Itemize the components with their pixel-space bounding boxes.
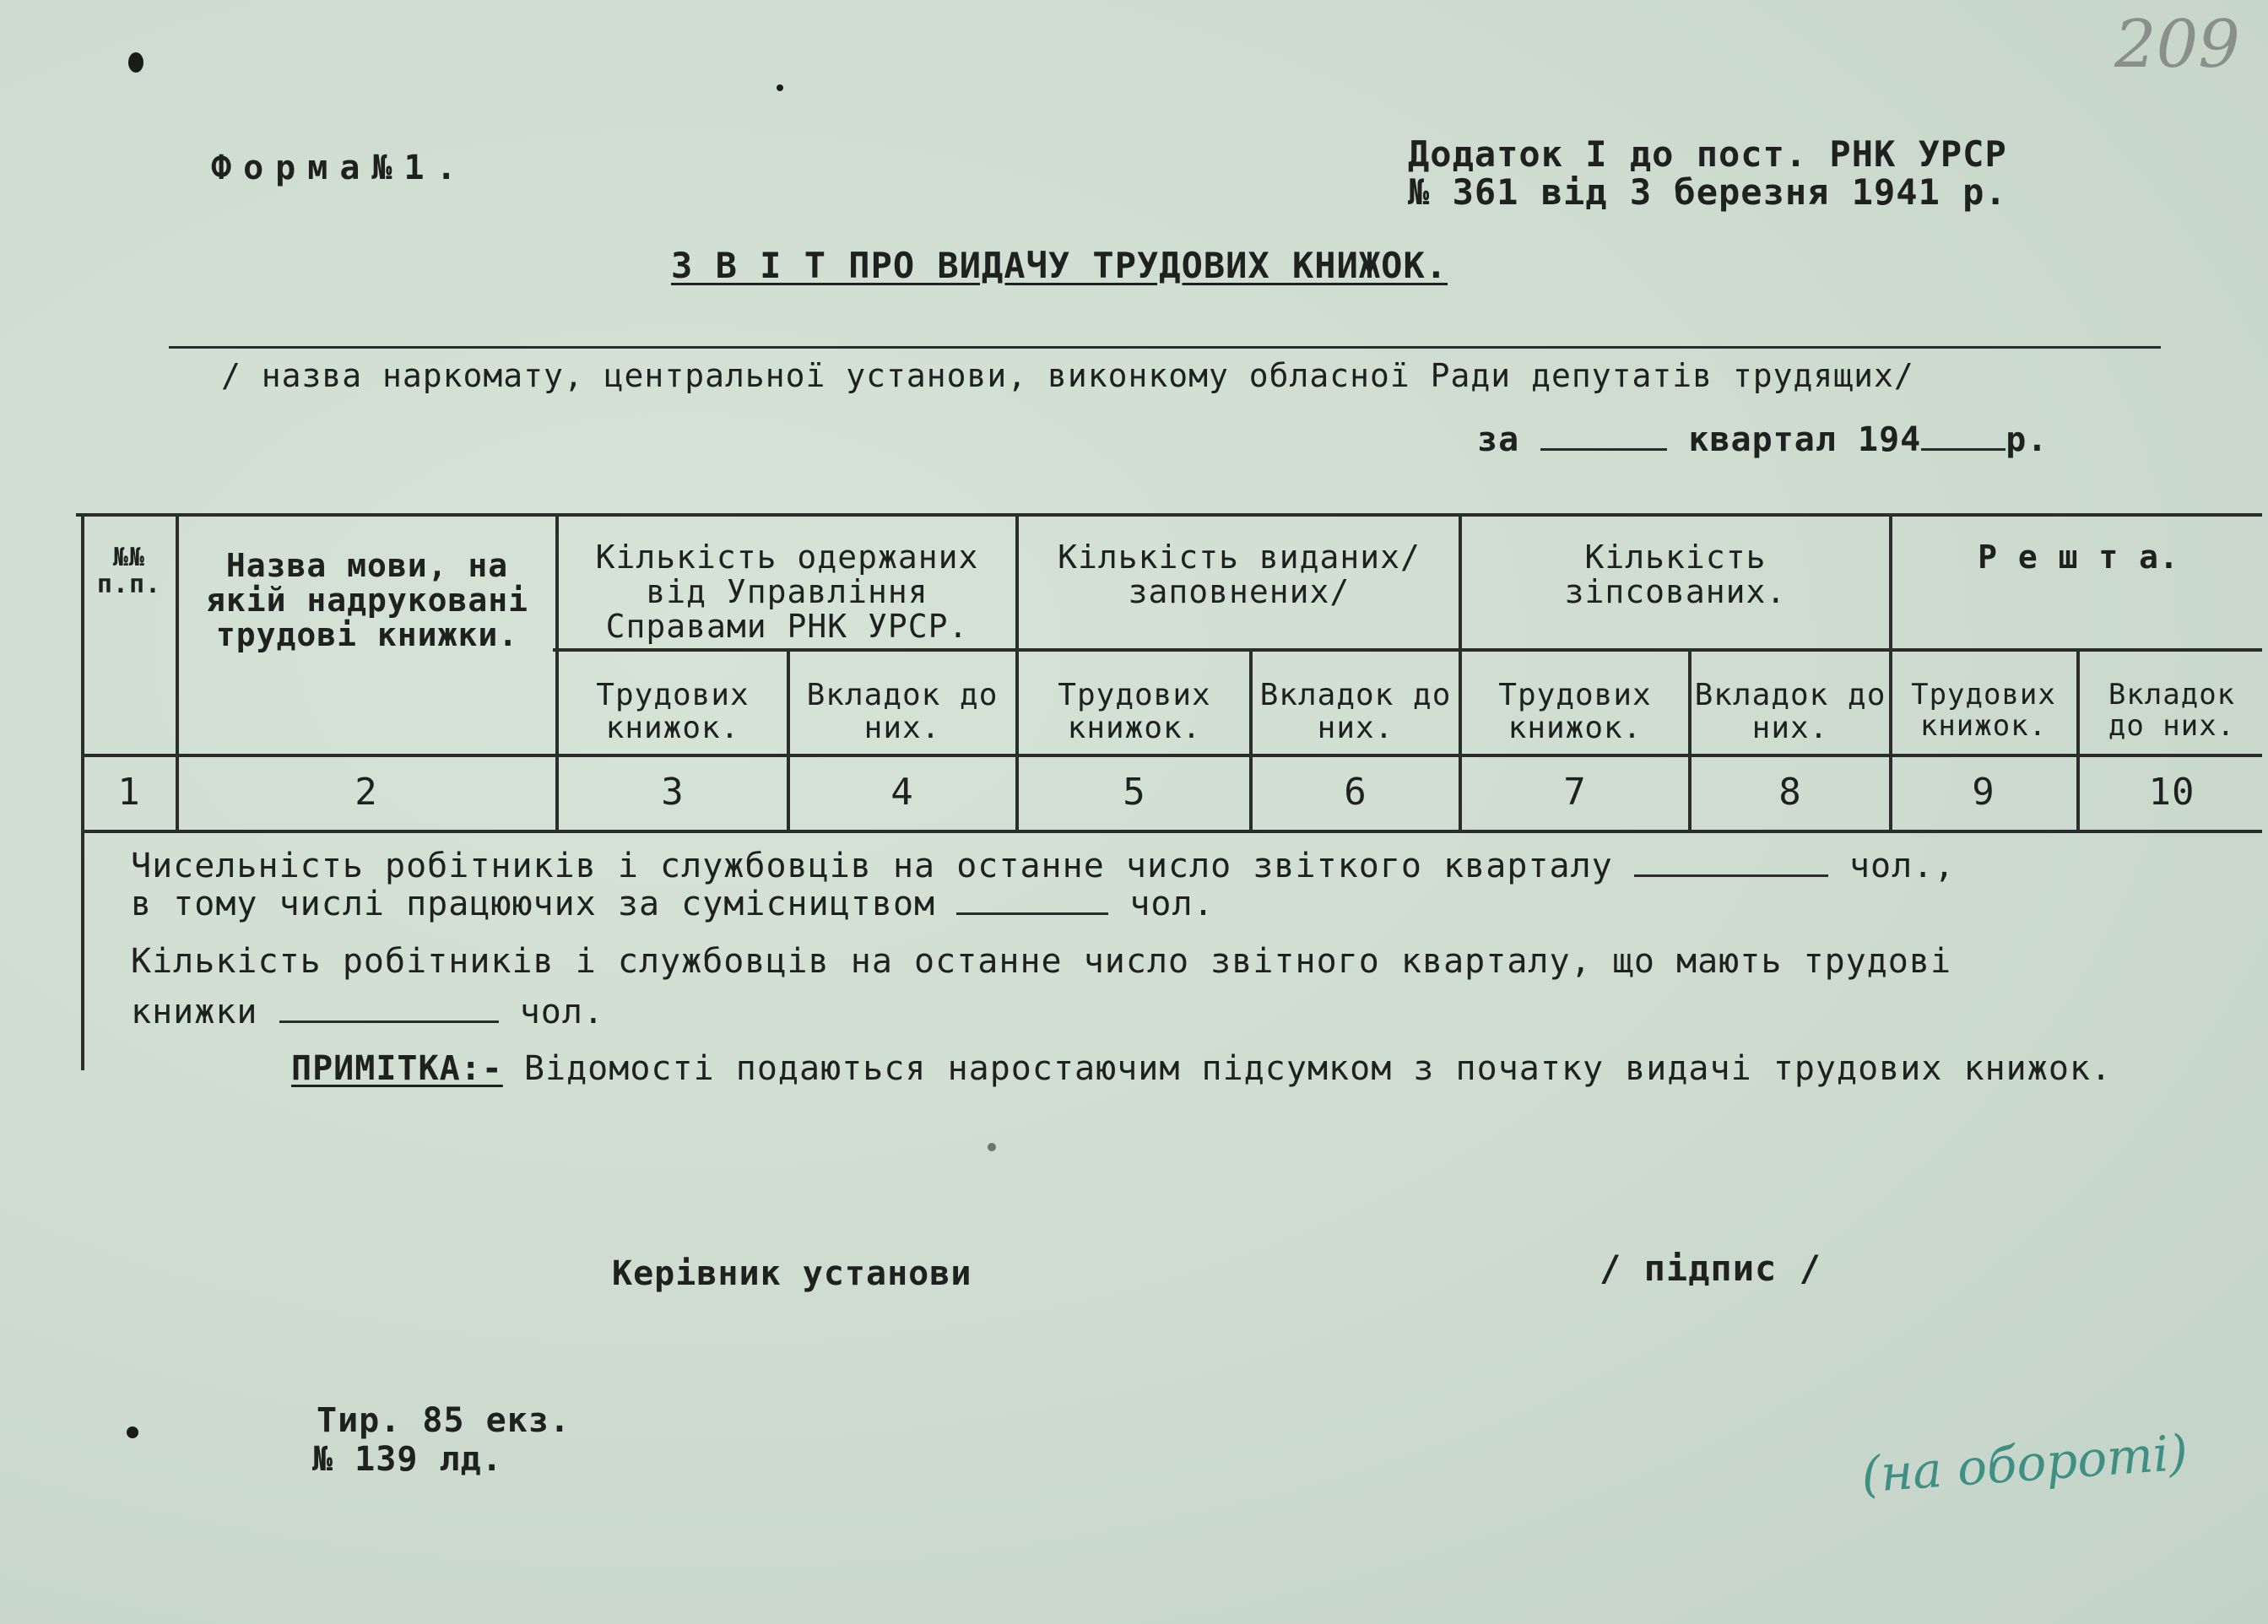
subheader-inserts: Вкладок до них. <box>2108 678 2236 743</box>
subheader-inserts: Вкладок до них. <box>1259 678 1452 745</box>
ink-mark <box>128 52 143 73</box>
col-divider <box>2076 648 2080 830</box>
books-line <box>131 994 604 1031</box>
table-group-divider <box>553 648 2262 652</box>
signature-caption: / підпис / <box>1600 1248 1821 1289</box>
note-label: ПРИМІТКА:- <box>291 1049 503 1088</box>
print-run-line-1: Тир. 85 екз. <box>317 1401 571 1440</box>
workforce-blank <box>1634 874 1828 877</box>
header-group-issued: Кількість виданих/заповнених/ <box>1058 539 1421 611</box>
part-time-line <box>131 886 1215 923</box>
head-of-institution: Керівник установи <box>612 1254 972 1293</box>
books-unit: чол. <box>519 993 605 1031</box>
ink-mark <box>988 1143 996 1151</box>
with-books-label: Кількість робітників і службовців на останне число звітного кварталу, що мають трудові <box>131 942 1952 981</box>
column-number: 6 <box>1344 771 1367 814</box>
header-group-received: Кількість одержаних від Управління Справами РНК УРСР. <box>595 539 979 646</box>
part-time-unit: чол. <box>1129 885 1215 923</box>
col-divider <box>1688 648 1692 830</box>
subheader-books: Трудових книжок. <box>596 678 750 745</box>
period-suffix: р. <box>2005 420 2049 459</box>
form-label: Форма№1. <box>211 149 468 187</box>
column-number: 3 <box>661 771 685 814</box>
column-number: 10 <box>2148 771 2195 814</box>
appendix-line-2: № 361 від 3 березня 1941 р. <box>1408 171 2007 213</box>
subheader-books: Трудових книжок. <box>1498 678 1652 745</box>
col-divider <box>1459 513 1462 830</box>
column-number: 5 <box>1123 771 1146 814</box>
period-prefix: за <box>1477 420 1520 459</box>
col-divider <box>555 513 559 830</box>
ink-mark <box>777 84 783 91</box>
note-text: Відомості подаються наростаючим підсумком з початку видачі трудових книжок. <box>523 1049 2113 1088</box>
period-line <box>1477 422 2048 458</box>
org-caption: / назва наркомату, центральної установи, виконкому обласної Ради депутатів трудящих/ <box>221 357 1914 394</box>
subheader-inserts: Вкладок до них. <box>806 678 999 745</box>
table-header-bottom <box>84 754 2262 757</box>
header-group-remainder: Р е ш т а. <box>1978 539 2179 576</box>
column-number: 9 <box>1972 771 1995 814</box>
column-number: 2 <box>355 771 378 814</box>
books-label: книжки <box>131 993 258 1031</box>
workforce-unit: чол., <box>1849 847 1956 885</box>
handwritten-note: (на обороті) <box>1859 1423 2190 1504</box>
print-run-line-2: № 139 лд. <box>312 1440 503 1479</box>
page-number: 209 <box>2114 7 2240 83</box>
part-time-label: в тому числі працюючих за сумісництвом <box>131 885 936 923</box>
quarter-blank <box>1540 448 1667 451</box>
appendix-line-1: Додаток I до пост. РНК УРСР <box>1408 133 2007 175</box>
column-number: 8 <box>1778 771 1802 814</box>
workforce-line <box>131 848 1955 885</box>
org-name-rule <box>169 346 2161 349</box>
table-bottom-border <box>84 830 2262 833</box>
header-col-language: Назва мови, на якій надруковані трудові книжки. <box>205 547 529 654</box>
subheader-inserts: Вкладок до них. <box>1694 678 1886 745</box>
column-number: 7 <box>1563 771 1587 814</box>
header-col-number: №№ п.п. <box>96 543 162 600</box>
document-title: З В І Т ПРО ВИДАЧУ ТРУДОВИХ КНИЖОК. <box>671 245 1448 286</box>
header-group-spoiled: Кількість зіпсованих. <box>1564 539 1787 611</box>
col-divider <box>1249 648 1253 830</box>
period-middle: квартал 194 <box>1688 420 1922 459</box>
year-blank <box>1921 448 2005 451</box>
column-number: 1 <box>117 771 141 814</box>
subheader-books: Трудових книжок. <box>1911 678 2056 743</box>
col-divider <box>787 648 790 830</box>
workforce-label: Чисельність робітників і службовців на останне число звіткого кварталу <box>131 847 1613 885</box>
column-number: 4 <box>890 771 914 814</box>
subheader-books: Трудових книжок. <box>1058 678 1211 745</box>
with-books-line <box>131 944 1951 980</box>
note-line <box>291 1051 2112 1087</box>
books-blank <box>279 1020 499 1023</box>
part-time-blank <box>956 912 1108 915</box>
table-top-border <box>76 513 2262 517</box>
col-divider <box>1015 513 1019 830</box>
ink-mark <box>127 1426 138 1438</box>
